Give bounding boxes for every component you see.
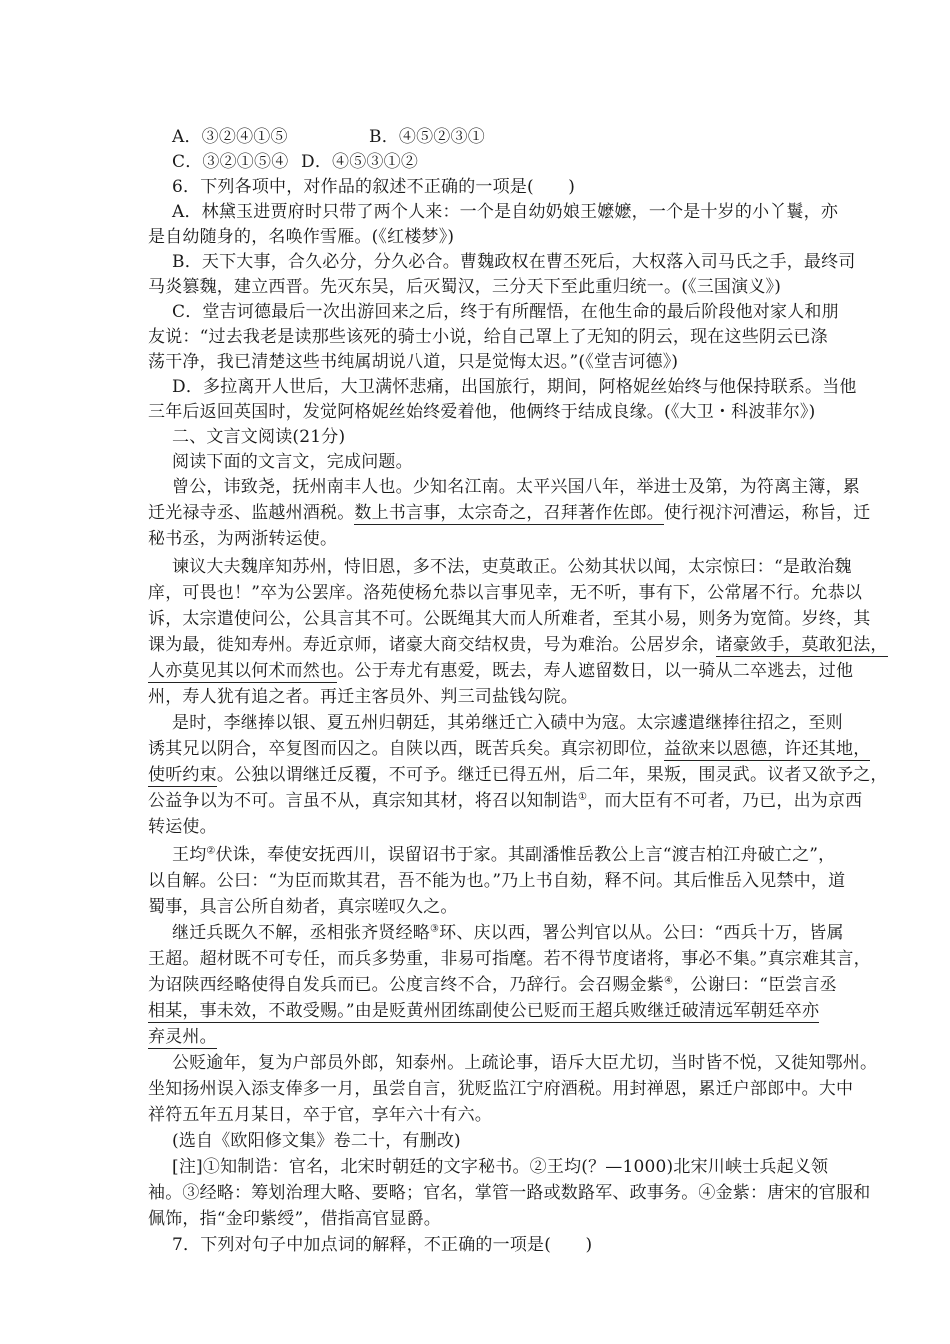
passage-line: [148, 790, 862, 812]
q6-d-line1: D．多拉离开人世后，大卫满怀悲痛，出国旅行，期间，阿格妮丝始终与他保持联系。当他: [172, 377, 857, 397]
passage-line: 祥符五年五月某日，卒于官，享年六十有六。: [148, 1105, 492, 1125]
passage-line: 转运使。: [148, 817, 217, 837]
passage-line: 诉，太宗遣使问公，公具言其不可。公既绳其大而人所难者，至其小易，则务为宽简。岁终，其: [148, 609, 871, 629]
q5-option-a: A．③②④①⑤: [172, 127, 288, 147]
q6-b-line2: 马炎篡魏，建立西晋。先灭东吴，后灭蜀汉，三分天下至此重归统一。(《三国演义》): [148, 277, 782, 297]
passage-line: [172, 922, 844, 944]
underlined-sentence: 人亦莫见其以何术而然也: [148, 661, 338, 681]
passage-line: 是时，李继捧以银、夏五州归朝廷，其弟继迁亡入碛中为寇。太宗遽遣继捧往招之，至则: [172, 713, 843, 733]
note-line: 佩饰，指“金印紫绶”，借指高官显爵。: [148, 1209, 441, 1229]
passage-text: 环、庆以西，署公判官以从。公曰：“西兵十万，皆属: [439, 923, 844, 943]
passage-line: [148, 634, 888, 656]
footnote-marker: ④: [664, 975, 674, 987]
passage-line: [148, 1026, 217, 1048]
q6-d-line2: 三年后返回英国时，发觉阿格妮丝始终爱着他，他俩终于结成良缘。(《大卫・科波菲尔》): [148, 402, 816, 422]
passage-line: [148, 1000, 819, 1022]
q6-c-line3: 荡干净，我已清楚这些书纯属胡说八道，只是觉悔太迟。”(《堂吉诃德》): [148, 352, 679, 372]
passage-source: (选自《欧阳修文集》卷二十，有删改): [172, 1131, 461, 1151]
passage-text: 。公于寿尤有惠爱，既去，寿人遮留数日，以一骑从二卒逃去，过他: [337, 661, 854, 681]
passage-line: [148, 660, 853, 682]
passage-text: 王均: [172, 845, 207, 865]
passage-text: ，公谢曰：“臣尝言丞: [673, 975, 837, 995]
q5-option-c: C．③②①⑤④: [172, 152, 289, 172]
passage-line: 王超。超材既不可专任，而兵多势重，非易可指麾。若不得节度诸将，事必不集。”真宗难其言，: [148, 949, 871, 969]
footnote-marker: ②: [206, 845, 216, 857]
section-instruction: 阅读下面的文言文，完成问题。: [172, 452, 413, 472]
passage-line: [148, 974, 837, 996]
q6-c-line2: 友说：“过去我老是读那些该死的骑士小说，给自己罩上了无知的阴云，现在这些阴云已涤: [148, 327, 828, 347]
passage-text: 。公独以谓继迁反覆，不可予。继迁已得五州，后二年，果叛，围灵武。议者又欲予之，: [216, 765, 888, 785]
passage-text: 课为最，徙知寿州。寿近京师，诸豪大商交结权贵，号为难治。公居岁余，: [148, 635, 716, 655]
passage-line: [172, 844, 835, 866]
q6-stem: 6．下列各项中，对作品的叙述不正确的一项是( ): [172, 177, 576, 197]
passage-line: 秘书丞，为两浙转运使。: [148, 529, 338, 549]
passage-line: 坐知扬州误入添支俸多一月，虽尝自言，犹贬监江宁府酒税。用封禅恩，累迁户部郎中。大中: [148, 1079, 854, 1099]
q6-a-line1: A．林黛玉进贾府时只带了两个人来：一个是自幼奶娘王嬷嬷，一个是十岁的小丫鬟，亦: [172, 202, 839, 222]
underlined-sentence: 益欲来以恩德，许还其地，: [664, 739, 871, 759]
passage-line: 谏议大夫魏庠知苏州，恃旧恩，多不法，吏莫敢正。公劾其状以闻，太宗惊曰：“是敢治魏: [172, 557, 852, 577]
q6-c-line1: C．堂吉诃德最后一次出游回来之后，终于有所醒悟，在他生命的最后阶段他对家人和朋: [172, 302, 839, 322]
section-heading: 二、文言文阅读(21分): [172, 427, 346, 447]
passage-text: 为诏陕西经略使得自发兵而已。公度言终不合，乃辞行。会召赐金紫: [148, 975, 664, 995]
underlined-sentence: 弃灵州。: [148, 1027, 217, 1047]
passage-line: [148, 738, 870, 760]
passage-text: 诱其兄以阴合，卒复图而囚之。自陕以西，既苦兵矣。真宗初即位，: [148, 739, 664, 759]
passage-line: [148, 764, 888, 786]
passage-text: 继迁兵既久不解，丞相张齐贤经略: [172, 923, 430, 943]
passage-line: 庠，可畏也！”卒为公罢庠。洛苑使杨允恭以言事见幸，无不听，事有下，公常屠不行。允恭以: [148, 583, 863, 603]
passage-line: 曾公，讳致尧，抚州南丰人也。少知名江南。太平兴国八年，举进士及第，为符离主簿，累: [172, 477, 860, 497]
passage-text: ，而大臣有不可者，乃已，出为京西: [587, 791, 863, 811]
passage-line: 以自解。公曰：“为臣而欺其君，吾不能为也。”乃上书自劾，释不问。其后惟岳入见禁中，道: [148, 871, 846, 891]
passage-line: 蜀事，具言公所自劾者，真宗嗟叹久之。: [148, 897, 458, 917]
footnote-marker: ③: [430, 923, 440, 935]
underlined-sentence: 诸豪敛手，莫敢犯法，: [715, 635, 888, 655]
underlined-sentence: 相某，事未效，不敢受赐。”由是贬黄州团练副使公已贬而王超兵败继迁破清远军朝廷卒亦: [148, 1001, 820, 1021]
passage-line: 公贬逾年，复为户部员外郎，知泰州。上疏论事，语斥大臣尤切，当时皆不悦，又徙知鄂州。: [172, 1053, 878, 1073]
footnote-marker: ①: [578, 791, 588, 803]
q7-stem: 7．下列对句子中加点词的解释，不正确的一项是( ): [172, 1235, 593, 1255]
passage-text: 公益争以为不可。言虽不从，真宗知其材，将召以知制诰: [148, 791, 578, 811]
passage-text: 迁光禄寺丞、监越州酒税。: [148, 503, 355, 523]
passage-text: 使行视汴河漕运，称旨，迁: [664, 503, 871, 523]
q6-b-line1: B．天下大事，合久必分，分久必合。曹魏政权在曹丕死后，大权落入司马氏之手，最终司: [172, 252, 856, 272]
note-line: 袖。③经略：筹划治理大略、要略；官名，掌管一路或数路军、政事务。④金紫：唐宋的官服和: [148, 1183, 871, 1203]
underlined-sentence: 数上书言事，太宗奇之，召拜著作佐郎。: [354, 503, 665, 523]
passage-text: 伏诛，奉使安抚西川，误留诏书于家。其副潘惟岳教公上言“渡吉柏江舟破亡之”，: [215, 845, 836, 865]
q5-option-d: D．④⑤③①②: [301, 152, 419, 172]
q6-a-line2: 是自幼随身的，名唤作雪雁。(《红楼梦》): [148, 227, 455, 247]
note-line: [注]①知制诰：官名，北宋时朝廷的文字秘书。②王均(？—1000)北宋川峡士兵起义领: [172, 1157, 829, 1177]
q5-option-b: B．④⑤②③①: [369, 127, 485, 147]
passage-line: [148, 502, 870, 524]
underlined-sentence: 使听约束: [148, 765, 217, 785]
passage-line: 州，寿人犹有追之者。再迁主客员外、判三司盐钱勾院。: [148, 687, 578, 707]
